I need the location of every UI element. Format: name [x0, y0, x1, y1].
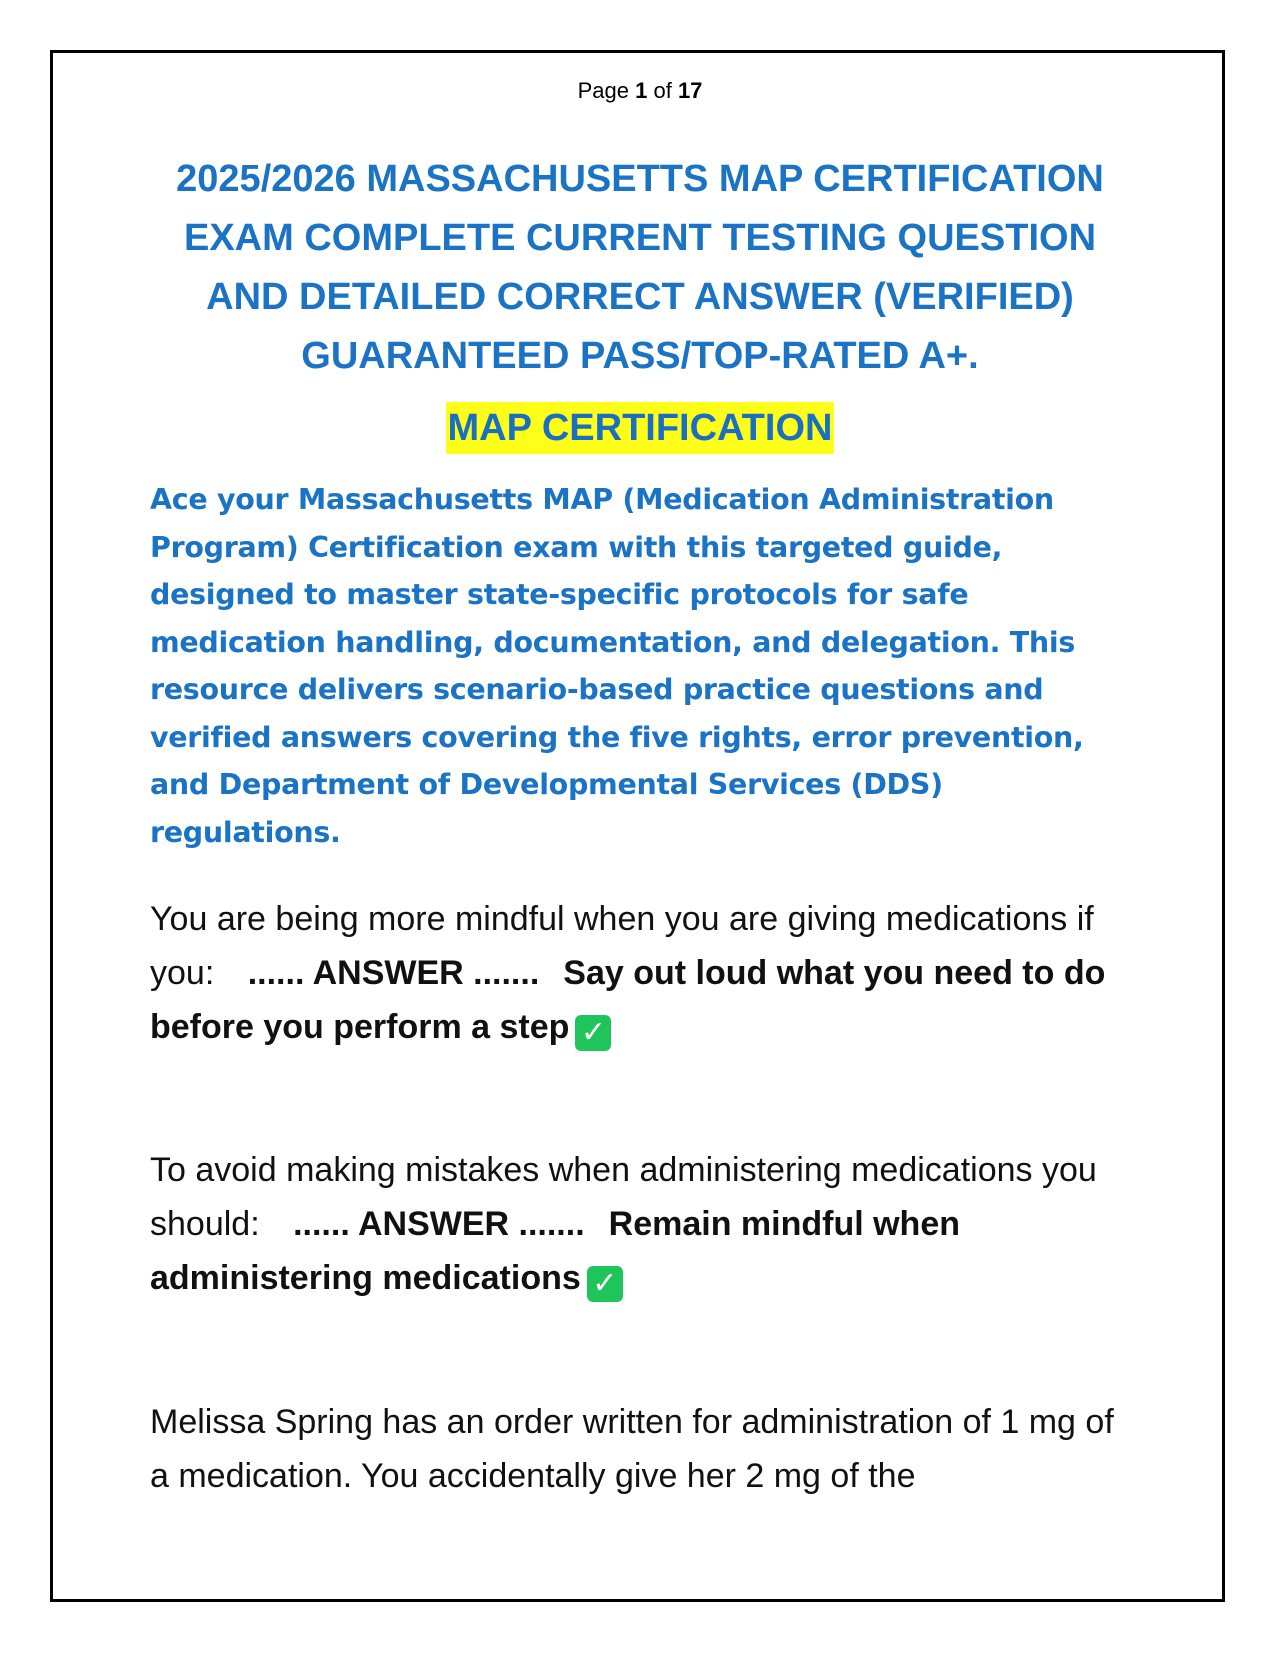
- question-text: You are being more mindful when you are giving medications if you:: [150, 900, 1094, 992]
- check-mark-icon: ✓: [575, 1015, 611, 1051]
- page-total: 17: [677, 78, 703, 103]
- question-block-2: [150, 1143, 1140, 1305]
- highlighted-subtitle: MAP CERTIFICATION: [446, 402, 835, 454]
- answer-text: Say out loud what you need to do before you perform a step: [150, 954, 1106, 1046]
- check-mark-icon: ✓: [587, 1266, 623, 1302]
- page-of-label: of: [653, 78, 672, 103]
- answer-label: ...... ANSWER .......: [293, 1205, 585, 1243]
- page-current: 1: [635, 78, 648, 103]
- subtitle-wrap: [0, 402, 1280, 454]
- answer-label: ...... ANSWER .......: [247, 954, 540, 992]
- intro-paragraph: Ace your Massachusetts MAP (Medication Administration Program) Certification exam with this targeted guide, designed to master state-specific protocols for safe medication handling, documentation, and delegation. This resource delivers scenario-based practice questions and verified answers covering the five rights, error prevention, and Department of Developmental Services (DDS) regulations.: [150, 483, 1084, 849]
- document-title: 2025/2026 MASSACHUSETTS MAP CERTIFICATION EXAM COMPLETE CURRENT TESTING QUESTION AND DETAILED CORRECT ANSWER (VERIFIED) GUARANTEED PASS/TOP-RATED A+.: [176, 158, 1104, 377]
- question-block-3: [150, 1395, 1140, 1503]
- answer-text: Remain mindful when administering medications: [150, 1205, 960, 1297]
- question-text: Melissa Spring has an order written for administration of 1 mg of a medication. You accidentally give her 2 mg of the: [150, 1403, 1114, 1495]
- page-label: Page: [577, 78, 629, 103]
- question-block-1: [150, 892, 1140, 1054]
- page-number: [0, 78, 1280, 104]
- question-text: To avoid making mistakes when administering medications you should:: [150, 1151, 1097, 1243]
